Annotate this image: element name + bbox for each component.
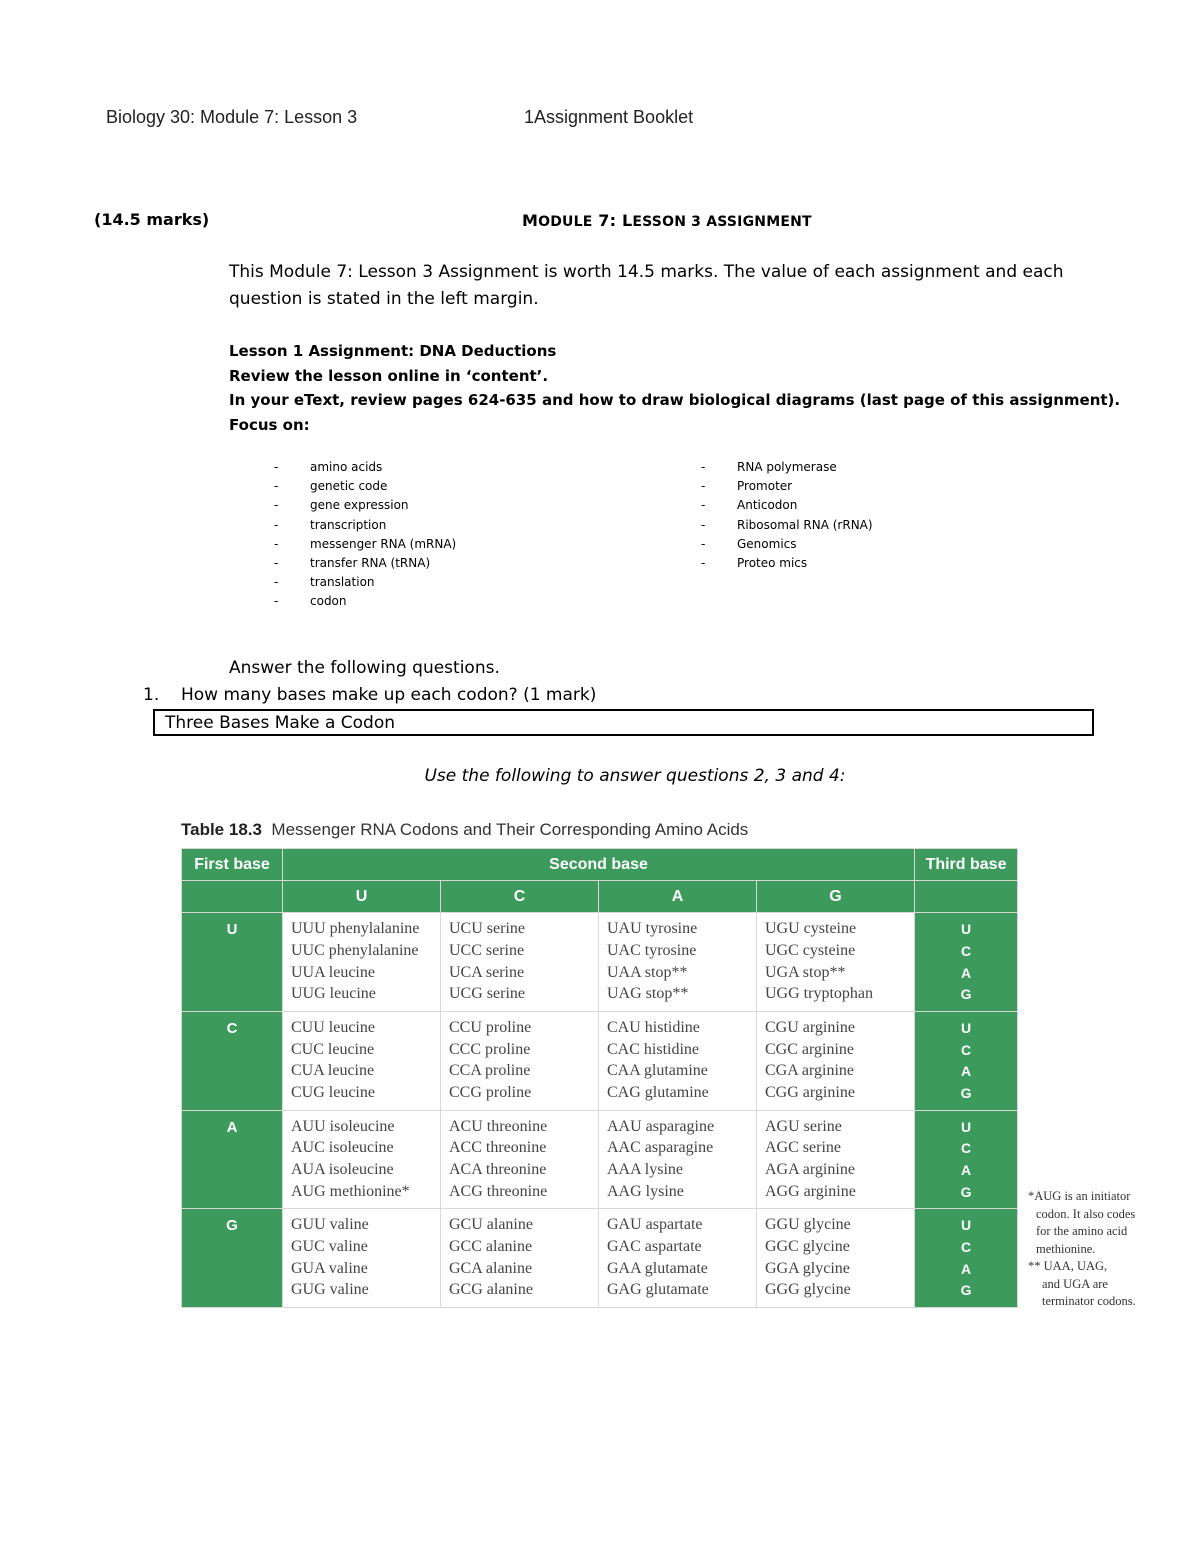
codon-entry: CCA proline: [449, 1062, 531, 1080]
codon-entry: GAG glutamate: [607, 1281, 709, 1299]
list-item: - transfer RNA (tRNA): [274, 554, 456, 573]
codon-entry: CAG glutamine: [607, 1083, 709, 1101]
codon-entry: UCC serine: [449, 941, 525, 959]
codon-entry: UUA leucine: [291, 963, 375, 981]
first-base-a: A: [182, 1110, 283, 1209]
codon-entry: CAA glutamine: [607, 1062, 708, 1080]
third-base-letter: U: [960, 1118, 972, 1135]
third-base-letter: U: [960, 1019, 972, 1036]
codon-entry: AUA isoleucine: [291, 1160, 394, 1178]
third-base-letter: U: [960, 921, 972, 938]
third-base-letter: A: [960, 1161, 972, 1178]
table-row: [182, 1110, 1018, 1209]
codon-cell: [441, 1110, 599, 1209]
focus-heading: Focus on:: [229, 415, 310, 434]
second-base-header: Second base: [283, 849, 915, 881]
codon-entry: AAA lysine: [607, 1160, 683, 1178]
third-base-letter: G: [960, 1282, 972, 1299]
question-text: How many bases make up each codon? (1 mark): [181, 685, 597, 705]
codon-entry: CUA leucine: [291, 1062, 375, 1080]
codon-entry: GAU aspartate: [607, 1216, 703, 1234]
third-base-letter: A: [960, 1063, 972, 1080]
list-item: - codon: [274, 592, 456, 611]
codon-entry: UCA serine: [449, 963, 525, 981]
third-base-letter: G: [960, 1084, 972, 1101]
codon-entry: ACG threonine: [449, 1182, 548, 1200]
codon-entry: UCU serine: [449, 920, 525, 938]
codon-entry: AGA arginine: [765, 1160, 855, 1178]
codon-cell: [441, 913, 599, 1012]
third-base-cell: [915, 913, 1018, 1012]
codon-entry: UGA stop**: [765, 963, 846, 981]
codon-cell: [599, 913, 757, 1012]
codon-entry: AAU asparagine: [607, 1117, 715, 1135]
codon-entry: UAC tyrosine: [607, 941, 697, 959]
assignment-title: MODULE 7: LESSON 3 ASSIGNMENT: [522, 211, 812, 230]
review-etext: In your eText, review pages 624-635 and how to draw biological diagrams (last page of this assignment).: [229, 391, 1121, 409]
codon-entry: CGC arginine: [765, 1040, 855, 1058]
codon-entry: AGG arginine: [765, 1182, 856, 1200]
codon-entry: GCC alanine: [449, 1237, 533, 1255]
second-base-u: U: [283, 881, 441, 913]
codon-entry: UGC cysteine: [765, 941, 856, 959]
codon-entry: ACA threonine: [449, 1160, 547, 1178]
review-online: Review the lesson online in ‘content’.: [229, 366, 549, 385]
list-item: - gene expression: [274, 496, 456, 515]
answer-field[interactable]: Three Bases Make a Codon: [153, 709, 1094, 736]
codon-entry: AAG lysine: [607, 1182, 684, 1200]
codon-entry: GAC aspartate: [607, 1237, 702, 1255]
codon-entry: CUC leucine: [291, 1040, 375, 1058]
question-number: 1.: [143, 685, 160, 705]
codon-entry: GUC valine: [291, 1237, 368, 1255]
third-base-cell: [915, 1209, 1018, 1308]
codon-cell: [599, 1110, 757, 1209]
list-item: - amino acids: [274, 458, 456, 477]
third-base-letter: G: [960, 1183, 972, 1200]
codon-entry: AAC asparagine: [607, 1139, 714, 1157]
empty-header-cell: [915, 881, 1018, 913]
codon-entry: GGC glycine: [765, 1237, 850, 1255]
codon-cell: [283, 1110, 441, 1209]
codon-entry: AGU serine: [765, 1117, 842, 1135]
codon-cell: [757, 1110, 915, 1209]
list-item: - Ribosomal RNA (rRNA): [701, 516, 873, 535]
table-row: [182, 1209, 1018, 1308]
table-row: [182, 1011, 1018, 1110]
second-base-g: G: [757, 881, 915, 913]
codon-entry: CCG proline: [449, 1083, 532, 1101]
codon-entry: GGG glycine: [765, 1281, 851, 1299]
third-base-letter: C: [960, 942, 972, 959]
codon-cell: [283, 1209, 441, 1308]
codon-entry: CUG leucine: [291, 1083, 375, 1101]
codon-entry: ACC threonine: [449, 1139, 547, 1157]
page-header-left: Biology 30: Module 7: Lesson 3: [106, 107, 358, 127]
codon-entry: GUA valine: [291, 1259, 368, 1277]
lesson-instructions: [229, 339, 1120, 437]
third-base-letter: A: [960, 964, 972, 981]
codon-cell: [757, 1209, 915, 1308]
third-base-letter: G: [960, 986, 972, 1003]
codon-entry: GGU glycine: [765, 1216, 851, 1234]
codon-entry: GUU valine: [291, 1216, 369, 1234]
codon-entry: GGA glycine: [765, 1259, 850, 1277]
codon-cell: [599, 1011, 757, 1110]
codon-entry: CGG arginine: [765, 1083, 855, 1101]
third-base-letter: A: [960, 1260, 972, 1277]
table-instruction: Use the following to answer questions 2, 3 and 4:: [424, 766, 846, 786]
question-1: [143, 685, 596, 705]
codon-cell: [757, 1011, 915, 1110]
codon-cell: [283, 913, 441, 1012]
intro-paragraph: This Module 7: Lesson 3 Assignment is worth 14.5 marks. The value of each assignment and each question is stated in the left margin.: [229, 262, 1064, 309]
codon-entry: GAA glutamate: [607, 1259, 708, 1277]
codon-entry: UAA stop**: [607, 963, 688, 981]
codon-entry: GCG alanine: [449, 1281, 533, 1299]
list-item: - Anticodon: [701, 496, 873, 515]
third-base-letter: C: [960, 1041, 972, 1058]
codon-cell: [599, 1209, 757, 1308]
codon-entry: UUG leucine: [291, 985, 376, 1003]
list-item: - genetic code: [274, 477, 456, 496]
codon-entry: CAC histidine: [607, 1040, 700, 1058]
list-item: - Genomics: [701, 535, 873, 554]
codon-entry: GUG valine: [291, 1281, 369, 1299]
list-item: - transcription: [274, 516, 456, 535]
codon-entry: UUC phenylalanine: [291, 941, 419, 959]
first-base-c: C: [182, 1011, 283, 1110]
codon-entry: UAU tyrosine: [607, 920, 698, 938]
codon-table: [181, 848, 1018, 1308]
codon-entry: AUU isoleucine: [291, 1117, 395, 1135]
codon-entry: GCA alanine: [449, 1259, 533, 1277]
codon-entry: CCU proline: [449, 1018, 532, 1036]
codon-entry: CGA arginine: [765, 1062, 855, 1080]
first-base-header: First base: [182, 849, 283, 881]
codon-entry: UGU cysteine: [765, 920, 857, 938]
codon-entry: AGC serine: [765, 1139, 841, 1157]
codon-cell: [283, 1011, 441, 1110]
focus-list-left: [274, 458, 456, 612]
list-item: - Proteo mics: [701, 554, 873, 573]
codon-cell: [441, 1209, 599, 1308]
codon-entry: CAU histidine: [607, 1018, 700, 1036]
codon-cell: [757, 913, 915, 1012]
list-item: - RNA polymerase: [701, 458, 873, 477]
third-base-letter: C: [960, 1238, 972, 1255]
codon-entry: UCG serine: [449, 985, 525, 1003]
focus-list-right: [701, 458, 873, 573]
first-base-g: G: [182, 1209, 283, 1308]
third-base-header: Third base: [915, 849, 1018, 881]
answer-prompt: Answer the following questions.: [229, 658, 500, 678]
list-item: - messenger RNA (mRNA): [274, 535, 456, 554]
lesson-title: Lesson 1 Assignment: DNA Deductions: [229, 342, 557, 360]
codon-entry: AUC isoleucine: [291, 1139, 394, 1157]
codon-entry: CUU leucine: [291, 1018, 375, 1036]
codon-entry: GCU alanine: [449, 1216, 533, 1234]
table-row: [182, 913, 1018, 1012]
list-item: - translation: [274, 573, 456, 592]
third-base-letter: U: [960, 1217, 972, 1234]
page-header-right: 1Assignment Booklet: [524, 107, 694, 127]
third-base-letter: C: [960, 1140, 972, 1157]
codon-entry: UUU phenylalanine: [291, 920, 420, 938]
second-base-a: A: [599, 881, 757, 913]
table-caption: Table 18.3 Messenger RNA Codons and Their Corresponding Amino Acids: [181, 820, 749, 839]
codon-entry: UGG tryptophan: [765, 985, 873, 1003]
third-base-cell: [915, 1110, 1018, 1209]
total-marks: (14.5 marks): [94, 210, 210, 229]
codon-entry: AUG methionine*: [291, 1182, 410, 1200]
codon-entry: UAG stop**: [607, 985, 689, 1003]
codon-entry: CCC proline: [449, 1040, 531, 1058]
codon-cell: [441, 1011, 599, 1110]
first-base-u: U: [182, 913, 283, 1012]
empty-header-cell: [182, 881, 283, 913]
codon-entry: CGU arginine: [765, 1018, 855, 1036]
third-base-cell: [915, 1011, 1018, 1110]
table-footnote: *AUG is an initiator codon. It also codes for the amino acid methionine. ** UAA, UAG, and UGA are terminator codons.: [1028, 1189, 1136, 1308]
second-base-c: C: [441, 881, 599, 913]
list-item: - Promoter: [701, 477, 873, 496]
codon-entry: ACU threonine: [449, 1117, 548, 1135]
